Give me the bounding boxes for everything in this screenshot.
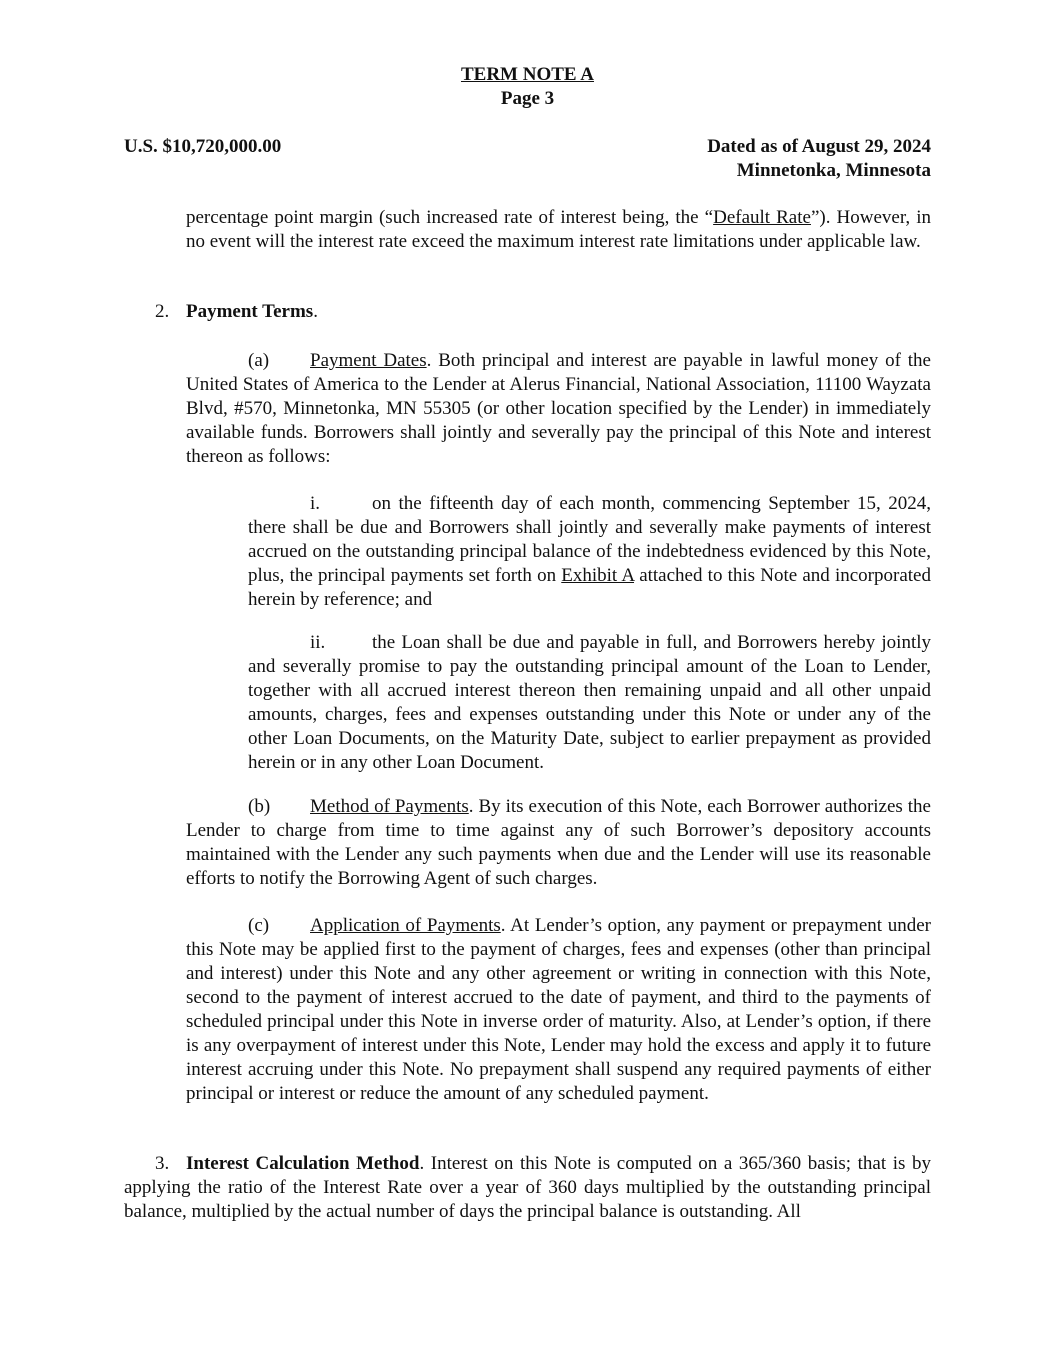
- clause-label: i.: [310, 493, 321, 514]
- paragraph-b-method-of-payments: [186, 795, 931, 891]
- section-3-interest-calculation: [124, 1152, 931, 1224]
- date-place-block: [707, 135, 931, 183]
- text: the Loan shall be due and payable in full, and Borrowers hereby jointly and severally promise to pay the outstanding principal amount of the Loan to Lender, together with all accrued interest thereon then remaining unpaid and all other unpaid amounts, charges, fees and expenses outstanding under this Note or under any of the other Loan Documents, on the Maturity Date, subject to earlier prepayment as provided herein or in any other Loan Document.: [248, 632, 931, 773]
- paragraph-i: [248, 492, 931, 612]
- dated-line: Dated as of August 29, 2024: [707, 136, 931, 157]
- clause-label: ii.: [310, 632, 326, 653]
- paragraph-a-payment-dates: [186, 349, 931, 469]
- clause-label: (c): [248, 915, 270, 936]
- document-title-block: [0, 63, 1055, 111]
- text: attached to this Note and incorporated herein by reference; and: [248, 565, 931, 610]
- paragraph-ii: [248, 631, 931, 775]
- text: on the fifteenth day of each month, commencing September 15, 2024, there shall be due and Borrowers shall jointly and severally make payments of interest accrued on the outstanding principal balance of the indebtedness evidenced by this Note, plus, the principal payments set forth on: [248, 493, 931, 586]
- section-title: Payment Terms: [186, 301, 314, 322]
- text: .: [313, 301, 318, 322]
- text: percentage point margin (such increased rate of interest being, the “: [186, 207, 714, 228]
- clause-label: (a): [248, 350, 270, 371]
- clause-heading: Method of Payments: [310, 796, 469, 817]
- paragraph-default-rate: [186, 206, 931, 254]
- note-amount: U.S. $10,720,000.00: [124, 136, 282, 157]
- text: . At Lender’s option, any payment or prepayment under this Note may be applied first to the payment of charges, fees and expenses (other than principal and interest) under this Note and any other agreement or writing in connection with this Note, second to the payment of interest accrued to the date of payment, and third to the payments of scheduled principal under this Note in inverse order of maturity. Also, at Lender’s option, if there is any overpayment of interest under this Note, Lender may hold the excess and apply it to future interest accruing under this Note. No prepayment shall suspend any required payments of either principal or interest or reduce the amount of any scheduled payment.: [186, 915, 931, 1104]
- text: ”). However, in no event will the interest rate exceed the maximum interest rate limitations under applicable law.: [186, 207, 931, 252]
- defined-term-default-rate: Default Rate: [713, 207, 811, 228]
- place-line: Minnetonka, Minnesota: [736, 160, 931, 181]
- section-title: Interest Calculation Method: [186, 1153, 420, 1174]
- exhibit-reference: Exhibit A: [561, 565, 635, 586]
- clause-heading: Application of Payments: [310, 915, 501, 936]
- section-2-heading: [155, 300, 931, 324]
- clause-heading: Payment Dates: [310, 350, 427, 371]
- document-title: TERM NOTE A: [460, 64, 595, 85]
- section-number: 3.: [155, 1153, 170, 1174]
- clause-label: (b): [248, 796, 271, 817]
- page-number: Page 3: [500, 88, 555, 109]
- paragraph-c-application-of-payments: [186, 914, 931, 1106]
- text: . Both principal and interest are payable in lawful money of the United States of America to the Lender at Alerus Financial, National Association, 11100 Wayzata Blvd, #570, Minnetonka, MN 55305 (or other location specified by the Lender) in immediately available funds. Borrowers shall jointly and severally pay the principal of this Note and interest thereon as follows:: [186, 350, 931, 467]
- text: . By its execution of this Note, each Borrower authorizes the Lender to charge from time to time against any of such Borrower’s depository accounts maintained with the Lender any such payments when due and the Lender will use its reasonable efforts to notify the Borrowing Agent of such charges.: [186, 796, 931, 889]
- section-number: 2.: [155, 301, 170, 322]
- text: . Interest on this Note is computed on a 365/360 basis; that is by applying the ratio of the Interest Rate over a year of 360 days multiplied by the outstanding principal balance, multiplied by the actual number of days the principal balance is outstanding. All: [124, 1153, 932, 1222]
